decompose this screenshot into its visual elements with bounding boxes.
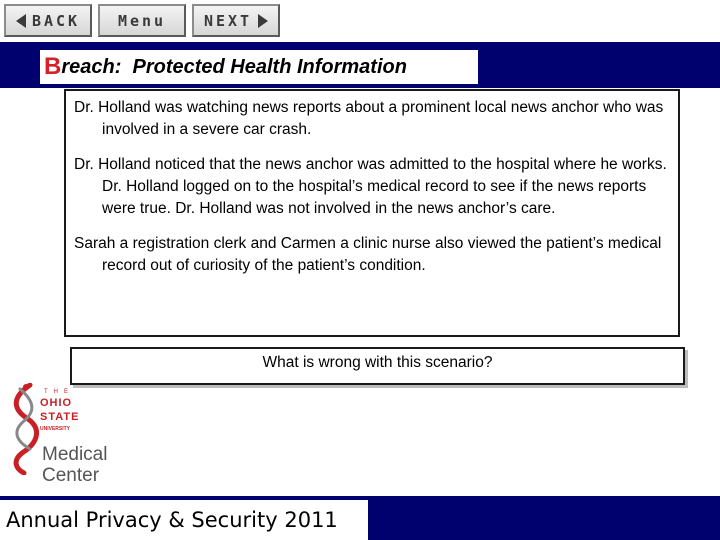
back-button[interactable] [4,4,92,37]
title-first-letter: B [44,53,62,80]
medical-center-logo [8,383,128,493]
title-text: reach: Protected Health Information [61,55,407,78]
seal-line-ohio: OHIO [40,397,73,409]
scenario-paragraph: Sarah a registration clerk and Carmen a clinic nurse also viewed the patient’s medical record out of curiosity of the patient’s condition. [74,235,662,274]
seal-line-state: STATE [40,411,80,423]
navigation-bar [0,0,720,42]
seal-line-university: UNIVERSITY [40,426,71,432]
footer [0,500,368,540]
logo-name-line1: Medical [42,444,108,465]
scenario-paragraph: Dr. Holland noticed that the news anchor was admitted to the hospital where he works. Dr. Holland logged on to the hospital’s medical record to see if the news reports were true. Dr. Holland was not involved in the news anchor’s care. [74,156,667,217]
arrow-right-icon [258,14,268,28]
seal-line-the: THE [44,389,74,395]
arrow-left-icon [16,14,26,28]
question-box [70,347,685,385]
footer-text: Annual Privacy & Security 2011 [6,508,338,532]
page-title [40,50,478,84]
next-button-label: NEXT [203,11,253,30]
scenario-box [64,89,680,337]
back-button-label: BACK [31,11,81,30]
logo-name-line2: Center [42,465,100,486]
next-button[interactable] [192,4,280,37]
menu-button-label: Menu [117,11,167,30]
question-text: What is wrong with this scenario? [262,354,493,371]
menu-button[interactable] [98,4,186,37]
scenario-paragraph: Dr. Holland was watching news reports about a prominent local news anchor who was involved in a severe car crash. [74,99,664,138]
